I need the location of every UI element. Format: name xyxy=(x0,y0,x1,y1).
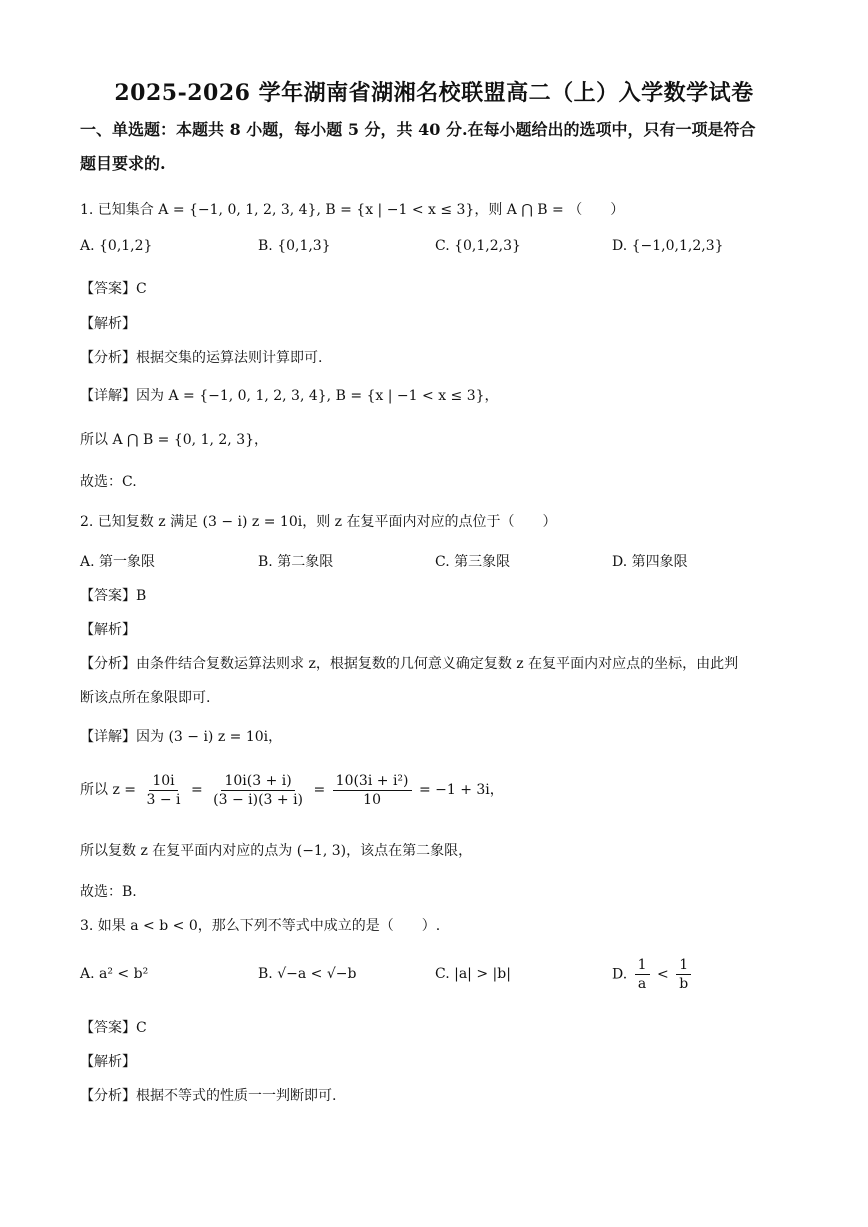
q2-fraction-3 xyxy=(333,772,412,809)
q3-stem: 3. 如果 a < b < 0，那么下列不等式中成立的是（ ）. xyxy=(80,918,441,934)
q3-d-num1: 1 xyxy=(635,956,650,975)
equals-sign: = xyxy=(190,782,203,798)
q3-jiexi: 【解析】 xyxy=(80,1054,136,1070)
q1-option-c: C. {0,1,2,3} xyxy=(435,238,521,254)
q3-option-d-label: D. xyxy=(612,966,628,983)
q2-fenxi-line2: 断该点所在象限即可. xyxy=(80,690,211,706)
q3-option-b: B. √−a < √−b xyxy=(258,966,357,982)
q2-jiexi: 【解析】 xyxy=(80,622,136,638)
q1-jiexi: 【解析】 xyxy=(80,316,136,332)
q2-fenxi-line1: 【分析】由条件结合复数运算法则求 z，根据复数的几何意义确定复数 z 在复平面内对应点的坐标，由此判 xyxy=(80,656,739,672)
q2-stem: 2. 已知复数 z 满足 (3 − i) z = 10i，则 z 在复平面内对应的点位于（ ） xyxy=(80,514,557,530)
q1-option-b: B. {0,1,3} xyxy=(258,238,331,254)
q2-frac2-num: 10i(3 + i) xyxy=(221,772,294,791)
q2-frac3-den: 10 xyxy=(363,791,381,808)
q2-frac3-num: 10(3i + i²) xyxy=(333,772,412,791)
q3-option-a: A. a² < b² xyxy=(80,966,149,982)
q2-option-b: B. 第二象限 xyxy=(258,554,334,570)
q3-option-d xyxy=(612,956,694,993)
q2-option-c: C. 第三象限 xyxy=(435,554,511,570)
equals-sign: = xyxy=(313,782,326,798)
section-heading-line1: 一、单选题：本题共 8 小题，每小题 5 分，共 40 分.在每小题给出的选项中，只有一项是符合 xyxy=(80,120,756,139)
q2-xiangjie: 【详解】因为 (3 − i) z = 10i， xyxy=(80,729,283,745)
q3-answer: 【答案】C xyxy=(80,1020,147,1036)
q2-fraction-1 xyxy=(143,772,183,809)
q1-option-d: D. {−1,0,1,2,3} xyxy=(612,238,724,254)
q2-choice: 故选：B. xyxy=(80,884,137,900)
q1-choice: 故选：C. xyxy=(80,474,137,490)
q3-d-den2: b xyxy=(679,976,689,992)
q2-frac2-den: (3 − i)(3 + i) xyxy=(213,791,304,808)
q2-frac1-den: 3 − i xyxy=(146,791,181,808)
q2-frac1-num: 10i xyxy=(149,772,177,791)
q1-fenxi: 【分析】根据交集的运算法则计算即可. xyxy=(80,350,323,366)
q2-calc-line xyxy=(80,770,808,810)
q2-step3: 所以复数 z 在复平面内对应的点为 (−1, 3)，该点在第二象限， xyxy=(80,843,473,859)
q2-answer: 【答案】B xyxy=(80,588,147,604)
q1-answer: 【答案】C xyxy=(80,281,147,297)
q3-option-d-frac-a xyxy=(635,956,650,993)
q1-step2: 所以 A ⋂ B = {0, 1, 2, 3}， xyxy=(80,432,269,448)
q3-option-c: C. |a| > |b| xyxy=(435,966,511,982)
q2-fraction-2 xyxy=(210,772,306,809)
q2-option-a: A. 第一象限 xyxy=(80,554,156,570)
q2-calc-prefix: 所以 z = xyxy=(80,782,137,798)
q1-stem: 1. 已知集合 A = {−1, 0, 1, 2, 3, 4}, B = {x | −1 < x ≤ 3}，则 A ⋂ B = （ ） xyxy=(80,202,625,218)
q3-d-den1: a xyxy=(637,976,647,992)
q2-calc-result: = −1 + 3i， xyxy=(418,782,504,798)
q1-xiangjie: 【详解】因为 A = {−1, 0, 1, 2, 3, 4}, B = {x | −1 < x ≤ 3}， xyxy=(80,388,499,404)
page-title: 2025-2026 学年湖南省湖湘名校联盟高二（上）入学数学试卷 xyxy=(114,80,754,106)
less-than-sign: < xyxy=(657,966,669,983)
q3-d-num2: 1 xyxy=(676,956,691,975)
q1-option-a: A. {0,1,2} xyxy=(80,238,153,254)
q2-option-d: D. 第四象限 xyxy=(612,554,688,570)
section-heading-line2: 题目要求的. xyxy=(80,154,166,173)
q3-fenxi: 【分析】根据不等式的性质一一判断即可. xyxy=(80,1088,337,1104)
q3-option-d-frac-b xyxy=(676,956,691,993)
